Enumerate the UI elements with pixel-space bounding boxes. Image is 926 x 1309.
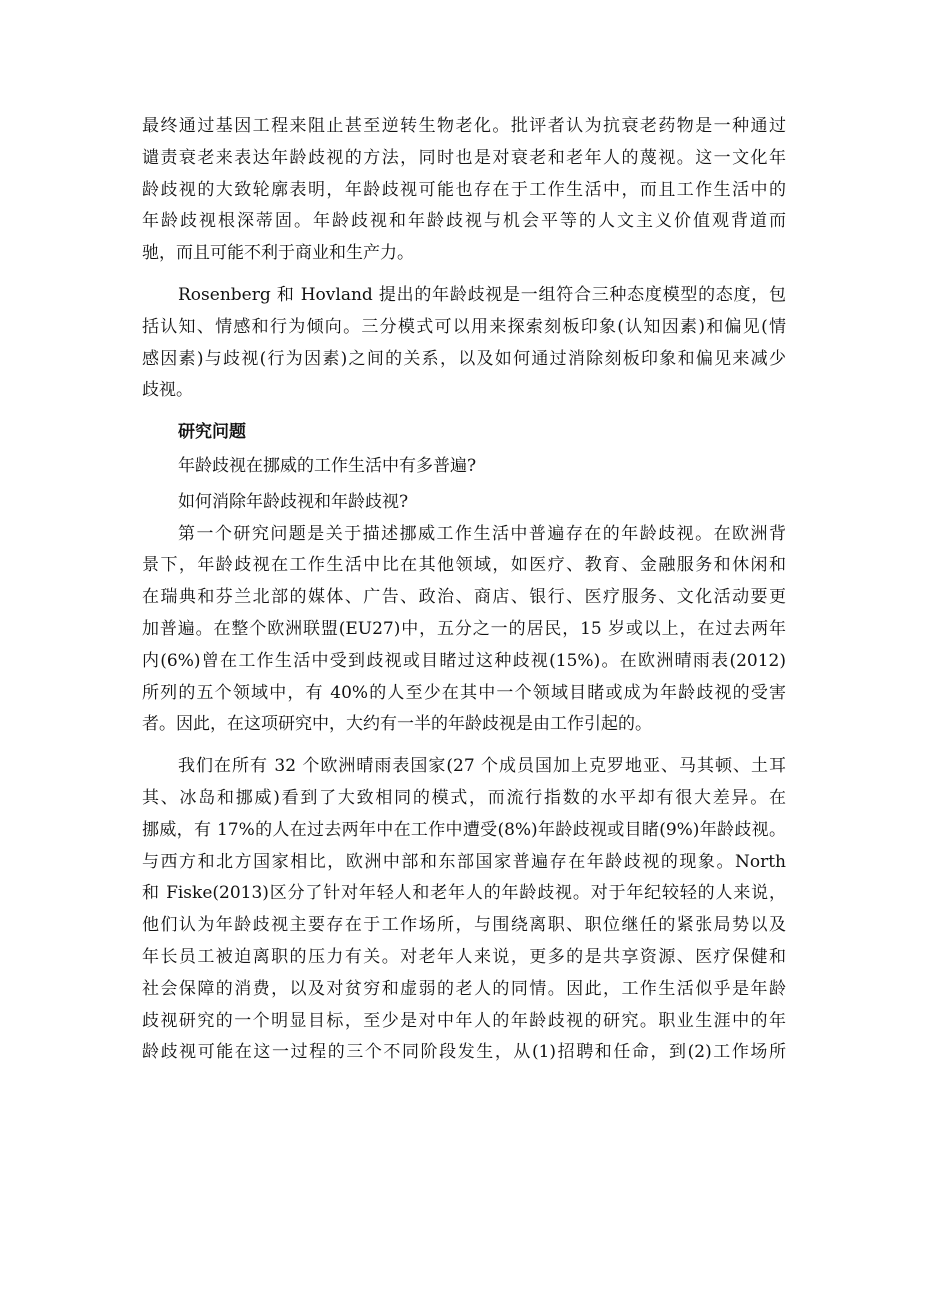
text-line: 年龄歧视在挪威的工作生活中有多普遍?	[178, 455, 477, 476]
text-line: 最终通过基因工程来阻止甚至逆转生物老化。批评者认为抗衰老药物是一种通过	[142, 116, 786, 136]
text-line: 括认知、情感和行为倾向。三分模式可以用来探索刻板印象(认知因素)和偏见(情	[142, 316, 786, 337]
text-line: 与西方和北方国家相比，欧洲中部和东部国家普遍存在年龄歧视的现象。North	[142, 851, 786, 872]
text-line: 年龄歧视根深蒂固。年龄歧视和年龄歧视与机会平等的人文主义价值观背道而	[142, 211, 786, 232]
text-line: 内(6%)曾在工作生活中受到歧视或目睹过这种歧视(15%)。在欧洲晴雨表(2012)	[142, 650, 786, 671]
text-line: 歧视。	[142, 380, 193, 401]
text-line: 社会保障的消费，以及对贫穷和虚弱的老人的同情。因此，工作生活似乎是年龄	[142, 978, 786, 999]
text-line: 第一个研究问题是关于描述挪威工作生活中普遍存在的年龄歧视。在欧洲背	[178, 523, 786, 544]
research-question	[142, 451, 786, 483]
text-line: 年长员工被迫离职的压力有关。对老年人来说，更多的是共享资源、医疗保健和	[142, 946, 786, 967]
text-line: 挪威，有 17%的人在过去两年中在工作中遭受(8%)年龄歧视或目睹(9%)年龄歧视。	[142, 819, 786, 840]
paragraph	[142, 751, 786, 1069]
text-line: 景下，年龄歧视在工作生活中比在其他领域，如医疗、教育、金融服务和休闲和	[142, 555, 786, 576]
body-text	[142, 111, 786, 1069]
text-line: 他们认为年龄歧视主要存在于工作场所，与围绕离职、职位继任的紧张局势以及	[142, 915, 786, 936]
text-line: 我们在所有 32 个欧洲晴雨表国家(27 个成员国加上克罗地亚、马其顿、土耳	[178, 756, 786, 777]
heading-text: 研究问题	[178, 422, 246, 443]
research-question	[142, 487, 786, 519]
text-line: 所列的五个领域中，有 40%的人至少在其中一个领域目睹或成为年龄歧视的受害	[142, 682, 786, 703]
text-line: 如何消除年龄歧视和年龄歧视?	[178, 491, 409, 512]
paragraph	[142, 111, 786, 270]
text-line: 驰，而且可能不利于商业和生产力。	[142, 243, 414, 264]
text-line: 谴责衰老来表达年龄歧视的方法，同时也是对衰老和老年人的蔑视。这一文化年	[142, 147, 786, 168]
text-line: 在瑞典和芬兰北部的媒体、广告、政治、商店、银行、医疗服务、文化活动要更	[142, 587, 786, 608]
text-line: 和 Fiske(2013)区分了针对年轻人和老年人的年龄歧视。对于年纪较轻的人来说，	[142, 883, 786, 904]
paragraph	[142, 519, 786, 742]
text-line: 歧视研究的一个明显目标，至少是对中年人的年龄歧视的研究。职业生涯中的年	[142, 1010, 786, 1031]
text-line: 感因素)与歧视(行为因素)之间的关系，以及如何通过消除刻板印象和偏见来减少	[142, 348, 786, 369]
text-line: 者。因此，在这项研究中，大约有一半的年龄歧视是由工作引起的。	[142, 714, 652, 735]
text-line: 龄歧视可能在这一过程的三个不同阶段发生，从(1)招聘和任命，到(2)工作场所	[142, 1042, 786, 1063]
section-heading	[142, 417, 786, 449]
text-line: Rosenberg 和 Hovland 提出的年龄歧视是一组符合三种态度模型的态度，包	[178, 284, 786, 305]
text-line: 加普遍。在整个欧洲联盟(EU27)中，五分之一的居民，15 岁或以上，在过去两年	[142, 618, 786, 639]
text-line: 龄歧视的大致轮廓表明，年龄歧视可能也存在于工作生活中，而且工作生活中的	[142, 179, 786, 200]
text-line: 其、冰岛和挪威)看到了大致相同的模式，而流行指数的水平却有很大差异。在	[142, 787, 786, 808]
paragraph	[142, 280, 786, 407]
